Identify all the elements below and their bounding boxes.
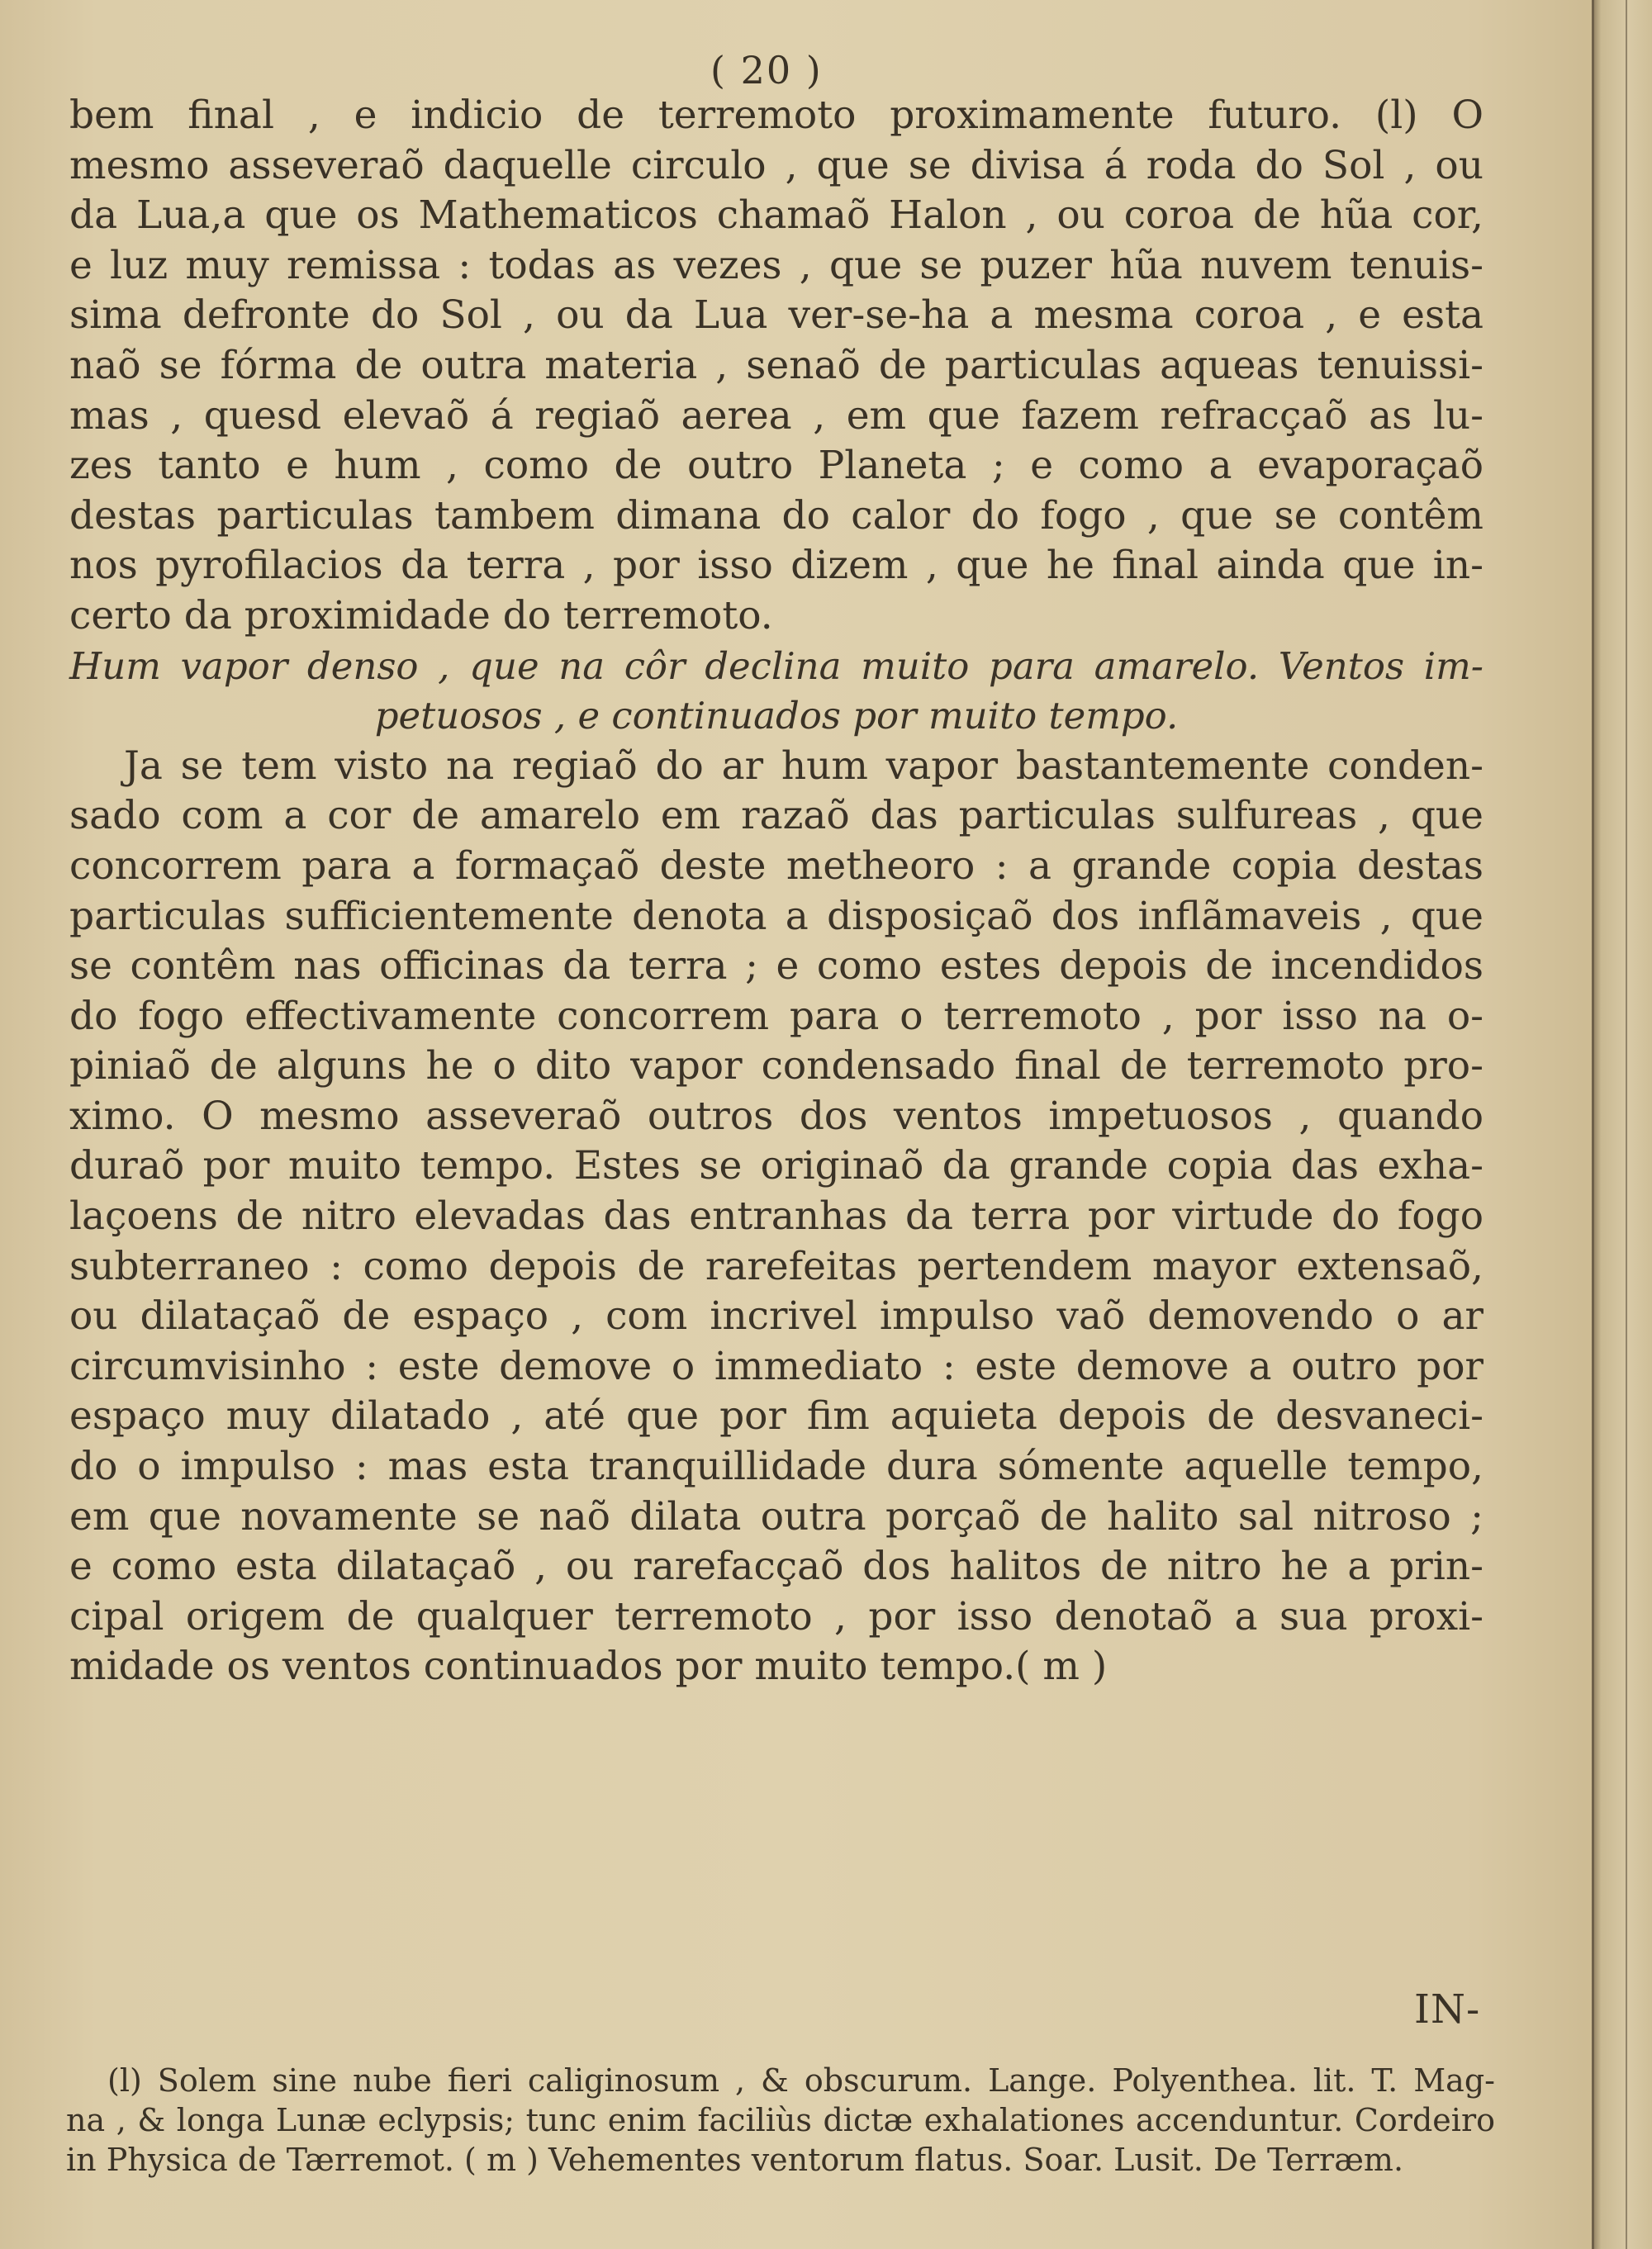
book-gutter [1592, 0, 1652, 2249]
text-line: se contêm nas officinas da terra ; e como estes depois de incendidos [69, 943, 1483, 989]
page-number: ( 20 ) [710, 48, 823, 93]
text-line: particulas sufficientemente denota a disposiçaõ dos inflãmaveis , que [69, 893, 1483, 939]
text-line: ou dilataçaõ de espaço , com incrivel impulso vaõ demovendo o ar [69, 1293, 1483, 1340]
text-line: circumvisinho : este demove o immediato : este demove a outro por [69, 1343, 1483, 1389]
text-line: do o impulso : mas esta tranquillidade dura sómente aquelle tempo, [69, 1444, 1483, 1490]
gutter-edge-line [1626, 0, 1627, 2249]
text-line: laçoens de nitro elevadas das entranhas da terra por virtude do fogo [69, 1193, 1483, 1240]
text-line: naõ se fórma de outra materia , senaõ de particulas aqueas tenuissi- [69, 342, 1483, 388]
text-line: piniaõ de alguns he o dito vapor condensado final de terremoto pro- [69, 1043, 1483, 1089]
text-line: destas particulas tambem dimana do calor do fogo , que se contêm [69, 492, 1483, 539]
text-line: nos pyrofilacios da terra , por isso dizem , que he final ainda que in- [69, 543, 1483, 589]
footnote-line: na , & longa Lunæ eclypsis; tunc enim faciliùs dictæ exhalationes accenduntur. Cordeiro [66, 2102, 1495, 2138]
section-heading: petuosos , e continuados por muito tempo. [374, 694, 1179, 738]
text-line: espaço muy dilatado , até que por fim aquieta depois de desvaneci- [69, 1393, 1483, 1440]
text-line: concorrem para a formaçaõ deste metheoro : a grande copia destas [69, 842, 1483, 889]
catchword: IN- [1414, 1986, 1481, 2033]
text-line: zes tanto e hum , como de outro Planeta ; e como a evaporaçaõ [69, 443, 1483, 489]
text-line: sima defronte do Sol , ou da Lua ver-se-ha a mesma coroa , e esta [69, 292, 1483, 339]
text-line: sado com a cor de amarelo em razaõ das particulas sulfureas , que [69, 793, 1483, 839]
section-heading: Hum vapor denso , que na côr declina muito para amarelo. Ventos im- [69, 643, 1483, 688]
text-line: mesmo asseveraõ daquelle circulo , que se divisa á roda do Sol , ou [69, 142, 1483, 188]
text-line: bem final , e indicio de terremoto proximamente futuro. (l) O [69, 93, 1483, 138]
body-text [69, 91, 1483, 1692]
footnotes [66, 2061, 1495, 2180]
text-line: subterraneo : como depois de rarefeitas pertendem mayor extensaõ, [69, 1243, 1483, 1289]
text-line: e luz muy remissa : todas as vezes , que se puzer hũa nuvem tenuis- [69, 242, 1483, 288]
text-line: cipal origem de qualquer terremoto , por isso denotaõ a sua proxi- [69, 1593, 1483, 1639]
text-line: duraõ por muito tempo. Estes se originaõ da grande copia das exha- [69, 1143, 1483, 1189]
text-line: em que novamente se naõ dilata outra porçaõ de halito sal nitroso ; [69, 1493, 1483, 1540]
text-line: e como esta dilataçaõ , ou rarefacçaõ dos halitos de nitro he a prin- [69, 1544, 1483, 1590]
text-line: da Lua,a que os Mathematicos chamaõ Halon , ou coroa de hũa cor, [69, 192, 1483, 239]
text-line: mas , quesd elevaõ á regiaõ aerea , em que fazem refracçaõ as lu- [69, 392, 1483, 439]
text-line: midade os ventos continuados por muito tempo.( m ) [69, 1644, 1108, 1690]
footnote-line: in Physica de Tærremot. ( m ) Vehementes ventorum flatus. Soar. Lusit. De Terræm. [66, 2142, 1404, 2178]
text-line: Ja se tem visto na regiaõ do ar hum vapor bastantemente conden- [124, 743, 1483, 789]
text-line: do fogo effectivamente concorrem para o terremoto , por isso na o- [69, 993, 1483, 1039]
footnote-line: (l) Solem sine nube fieri caliginosum , & obscurum. Lange. Polyenthea. lit. T. Mag- [107, 2062, 1495, 2099]
text-line: ximo. O mesmo asseveraõ outros dos ventos impetuosos , quando [69, 1093, 1483, 1139]
text-line: certo da proximidade do terremoto. [69, 592, 773, 638]
